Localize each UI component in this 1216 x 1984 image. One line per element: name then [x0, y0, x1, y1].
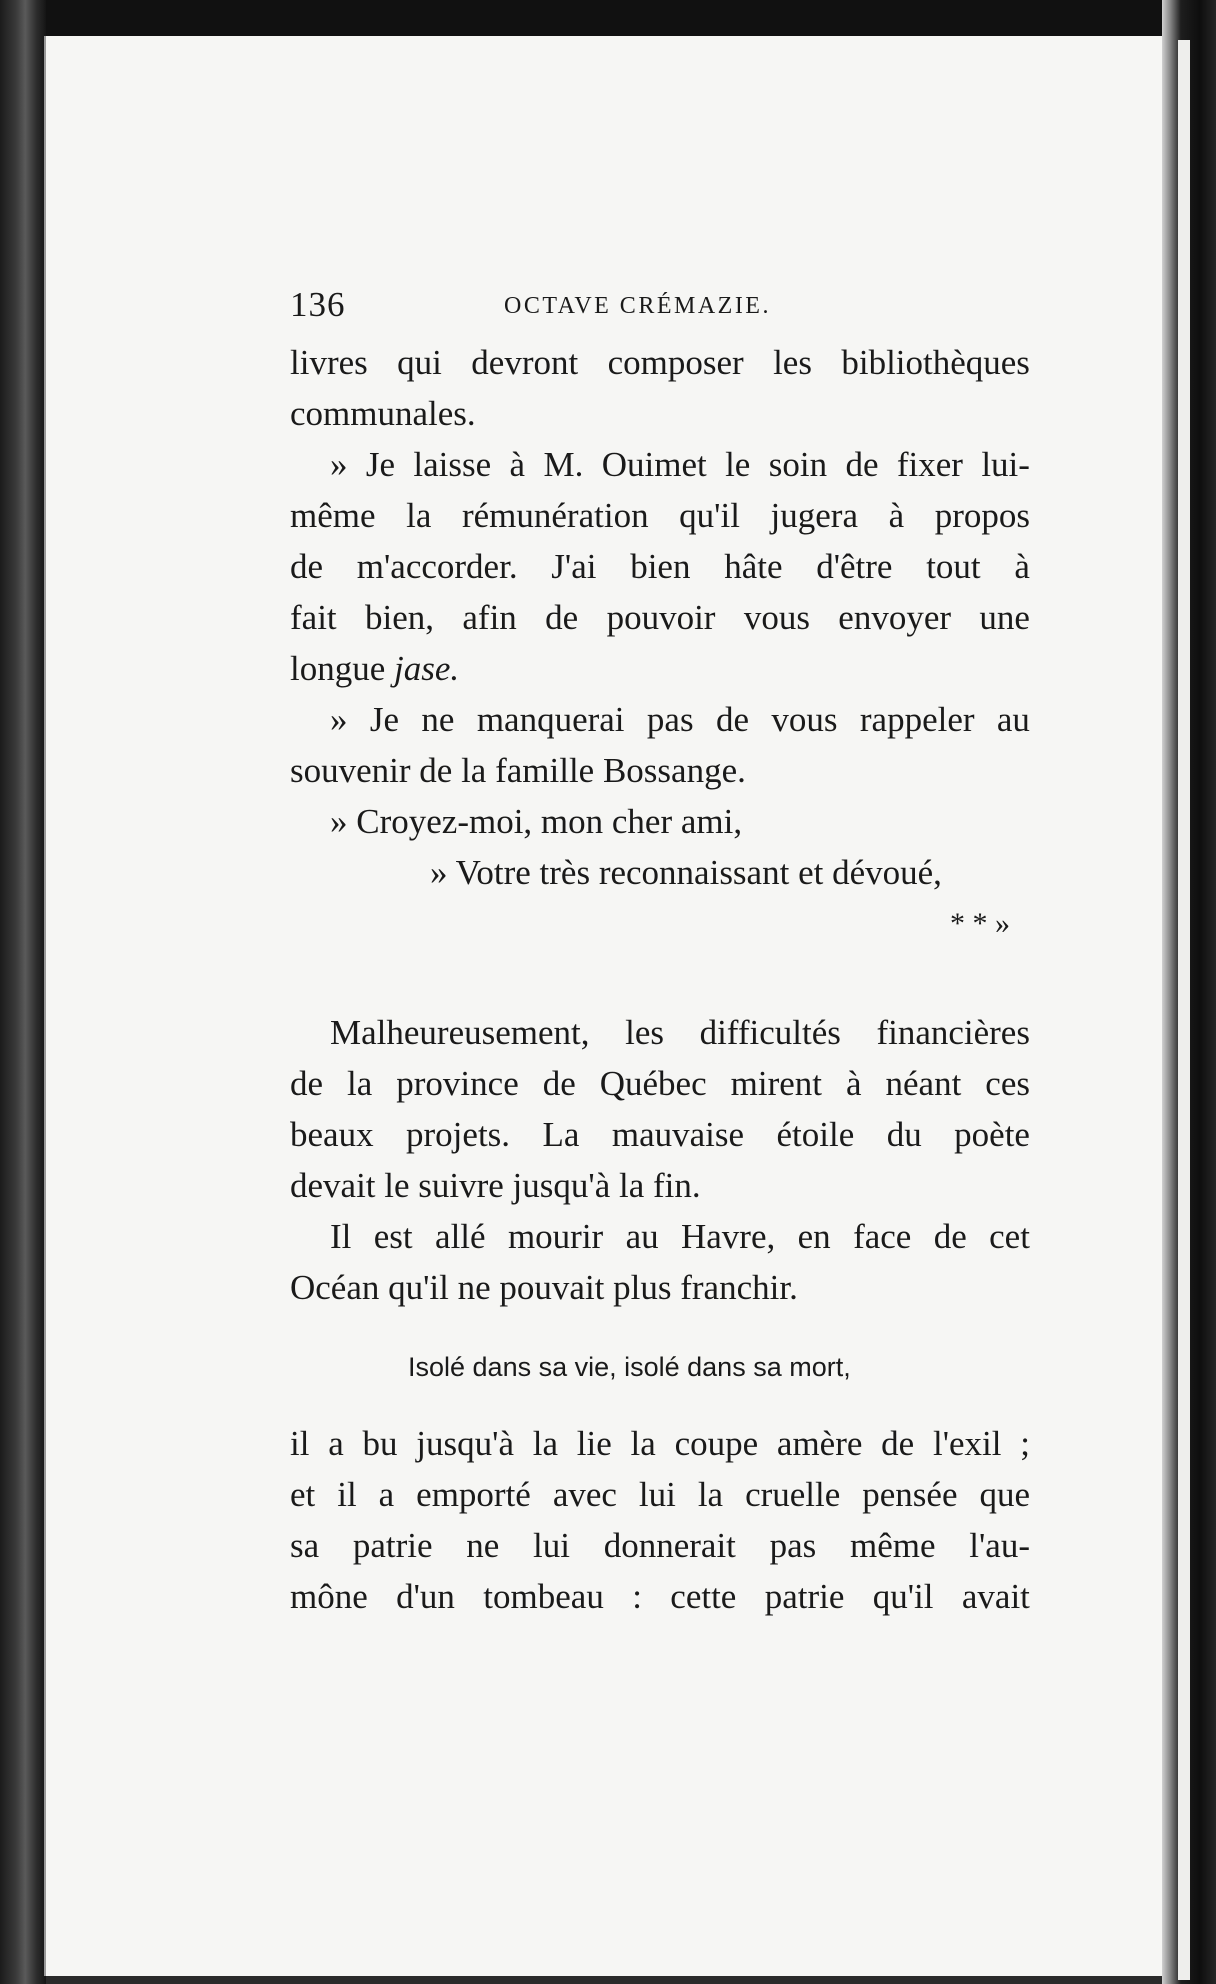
text-line: de la province de Québec mirent à néant ces	[290, 1064, 1030, 1103]
text-line: sa patrie ne lui donnerait pas même l'au-	[290, 1526, 1030, 1565]
narrative-block	[290, 1007, 1030, 1313]
text-line: souvenir de la famille Bossange.	[290, 751, 746, 790]
text-fragment: longue	[290, 649, 386, 688]
page-header	[290, 285, 1030, 325]
scan-top-border	[0, 0, 1216, 40]
text-line: il a bu jusqu'à la lie la coupe amère de l'exil ;	[290, 1424, 1030, 1463]
closing-line: » Votre très reconnaissant et dévoué,	[430, 853, 942, 892]
text-line: et il a emporté avec lui la cruelle pensée que	[290, 1475, 1030, 1514]
book-page	[44, 36, 1170, 1976]
text-line: livres qui devront composer les bibliothèques	[290, 343, 1030, 382]
letter-block	[290, 337, 1030, 938]
text-line: » Croyez-moi, mon cher ami,	[330, 802, 743, 841]
running-head: OCTAVE CRÉMAZIE.	[504, 293, 771, 319]
next-page-sliver	[1178, 40, 1190, 1980]
signature-stars: * * »	[950, 907, 1010, 940]
text-line: Océan qu'il ne pouvait plus franchir.	[290, 1268, 798, 1307]
text-line: » Je laisse à M. Ouimet le soin de fixer lui-	[330, 445, 1030, 484]
text-line	[290, 643, 1030, 694]
text-line: devait le suivre jusqu'à la fin.	[290, 1166, 701, 1205]
text-line: communales.	[290, 394, 476, 433]
closing-block	[290, 1418, 1030, 1622]
text-line: fait bien, afin de pouvoir vous envoyer une	[290, 598, 1030, 637]
italic-word: jase.	[394, 649, 460, 688]
book-spine-edge	[0, 0, 46, 1984]
text-line: même la rémunération qu'il jugera à propos	[290, 496, 1030, 535]
page-number: 136	[290, 285, 346, 324]
quoted-verse: Isolé dans sa vie, isolé dans sa mort,	[408, 1352, 851, 1382]
text-line: mône d'un tombeau : cette patrie qu'il avait	[290, 1577, 1030, 1616]
text-line: beaux projets. La mauvaise étoile du poète	[290, 1115, 1030, 1154]
text-line: de m'accorder. J'ai bien hâte d'être tout à	[290, 547, 1030, 586]
text-line: » Je ne manquerai pas de vous rappeler au	[330, 700, 1030, 739]
text-line: Malheureusement, les difficultés financières	[330, 1013, 1030, 1052]
text-line: Il est allé mourir au Havre, en face de cet	[330, 1217, 1030, 1256]
